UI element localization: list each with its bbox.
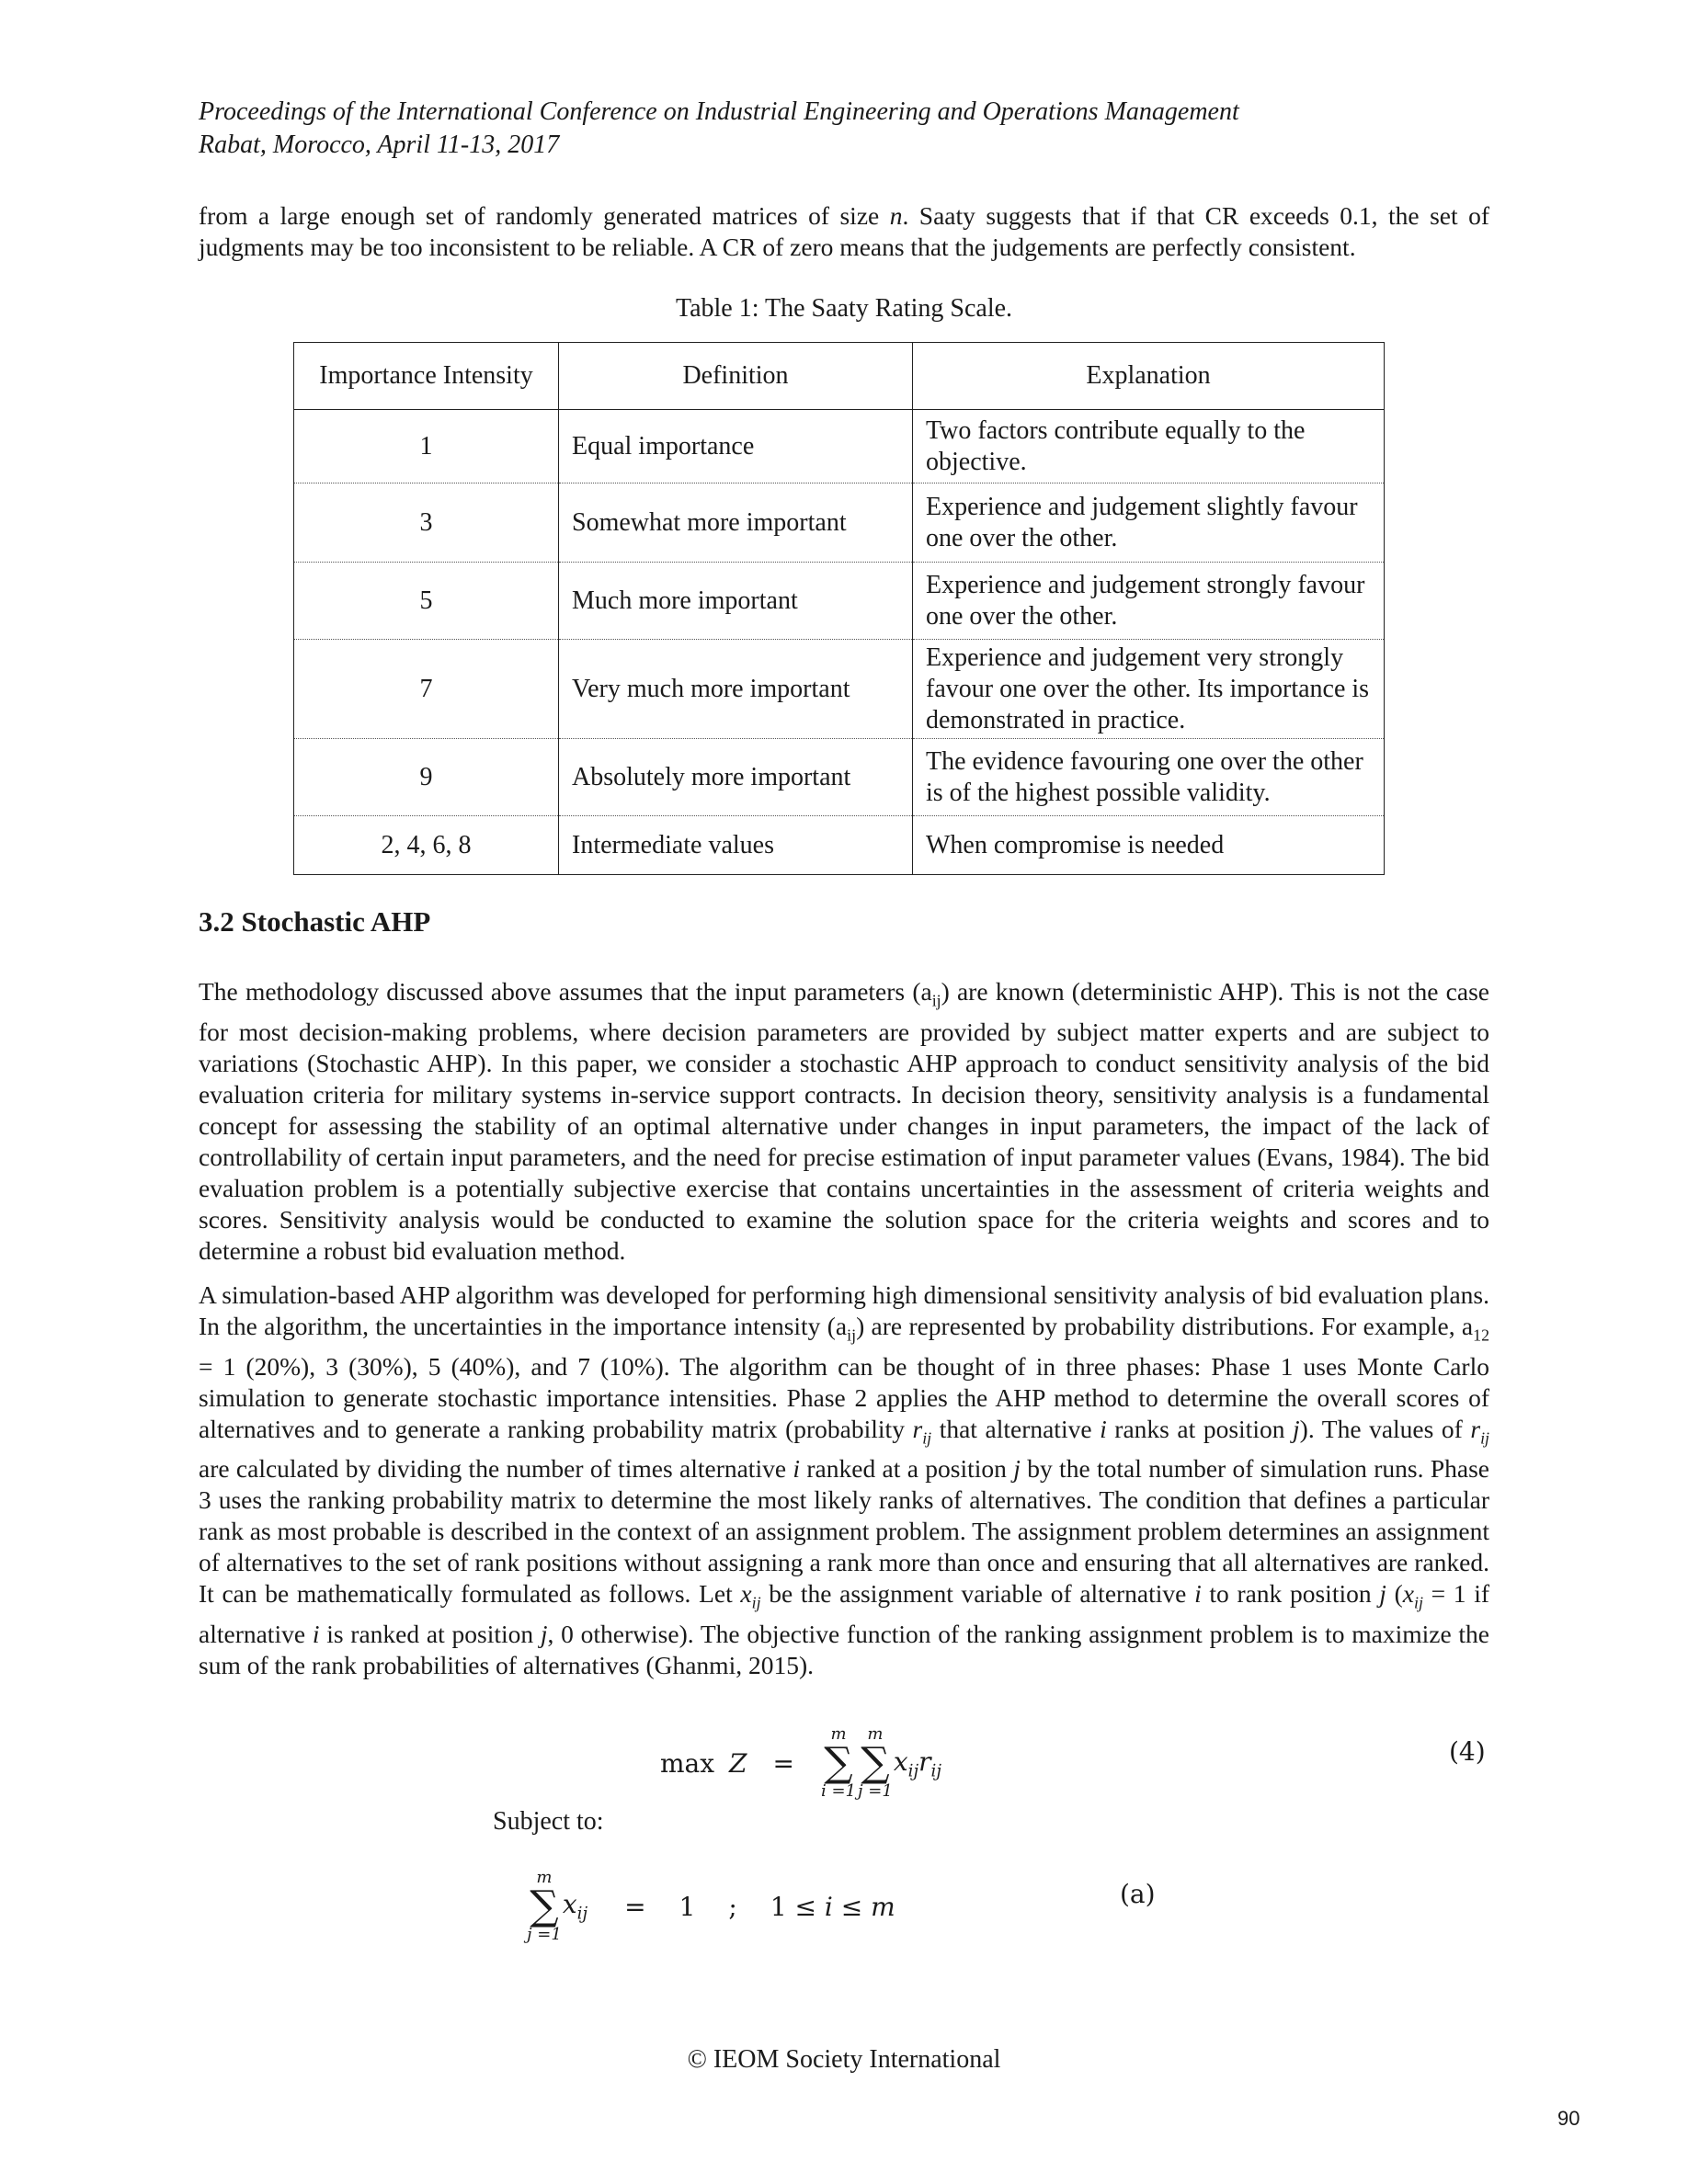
sum-j: m ∑ j =1 [858,1724,893,1801]
eq-x: $x_{ij}$ [893,1746,919,1781]
col-header-definition: Definition [559,343,913,410]
cell-intensity: 3 [294,483,559,563]
cell-intensity: 7 [294,640,559,739]
table-header-row [294,343,1385,410]
sum-i: m ∑ i =1 [820,1724,856,1801]
constraint-a [526,1860,895,1952]
cell-explanation: When compromise is needed [913,816,1385,875]
constraint-equals: = [624,1891,646,1922]
objective-equation [660,1717,941,1809]
eq-max: max [660,1747,715,1779]
table-row [294,816,1385,875]
eq-r: $r_{ij}$ [918,1746,941,1781]
equation-number: (4) [1449,1736,1486,1767]
header-line-2: Rabat, Morocco, April 11-13, 2017 [199,131,560,159]
col-header-intensity: Importance Intensity [294,343,559,410]
constraint-one: 1 [679,1891,696,1922]
saaty-rating-table [293,342,1385,875]
stochastic-ahp-paragraph-1: The methodology discussed above assumes that the input parameters $(a_{ij})$ are known (deterministic AHP). This is not the case for most decision-making problems, where decision parameters are provided by subject matter experts and are subject to variations (Stochastic AHP). In this paper, we consider a stochastic AHP approach to conduct sensitivity analysis of the bid evaluation criteria for military systems in-service support contracts. In decision theory, sensitivity analysis is a fundamental concept for assessing the stability of an optimal alternative under changes in input parameters, the impact of the lack of controllability of certain input parameters, and the need for precise estimation of input parameter values (Evans, 1984). The bid evaluation problem is a potentially subjective exercise that contains uncertainties in the assessment of criteria weights and scores. Sensitivity analysis would be conducted to examine the solution space for the criteria weights and scores and to determine a robust bid evaluation method. [199,977,1489,1265]
constraint-label: (a) [1120,1879,1156,1909]
stochastic-ahp-paragraph-2: A simulation-based AHP algorithm was developed for performing high dimensional sensitivity analysis of bid evaluation plans. In the algorithm, the uncertainties in the importance intensity $(a_{ij})$ are represented by probability distributions. For example, $a_{12} = 1$ (20%), 3 (30%), 5 (40%), and 7 (10%). The algorithm can be thought of in three phases: Phase 1 uses Monte Carlo simulation to generate stochastic importance intensities. Phase 2 applies the AHP method to determine the overall scores of alternatives and to generate a ranking probability matrix (probability $r_{ij}$ that alternative i ranks at position j). The values of $r_{ij}$ are calculated by dividing the number of times alternative i ranked at a position j by the total number of simulation runs. Phase 3 uses the ranking probability matrix to determine the most likely ranks of alternatives. The condition that defines a particular rank as most probable is described in the context of an assignment problem. The assignment problem determines an assignment of alternatives to the set of rank positions without assigning a rank more than once and ensuring that all alternatives are ranked. It can be mathematically formulated as follows. Let $x_{ij}$ be the assignment variable of alternative i to rank position j ($x_{ij} = 1$ if alternative i is ranked at position j, 0 otherwise). The objective function of the ranking assignment problem is to maximize the sum of the rank probabilities of alternatives (Ghanmi, 2015). [199,1280,1490,1679]
sum-j-constraint: m ∑ j =1 [527,1868,562,1944]
cell-explanation: Two factors contribute equally to the objective. [913,410,1385,483]
cell-explanation: Experience and judgement slightly favour one over the other. [913,483,1385,563]
cell-intensity: 1 [294,410,559,483]
subject-to-label: Subject to: [493,1807,604,1836]
cell-explanation: Experience and judgement very strongly favour one over the other. Its importance is demonstrated in practice. [913,640,1385,739]
table-row [294,483,1385,563]
section-heading: 3.2 Stochastic AHP [199,905,431,938]
eq-z: Z [729,1747,747,1779]
eq-equals: = [772,1747,794,1779]
table-row [294,640,1385,739]
cell-definition: Absolutely more important [559,739,913,816]
cell-intensity: 2, 4, 6, 8 [294,816,559,875]
running-header [199,96,1239,162]
page-number: 90 [1557,2107,1580,2130]
table-row [294,739,1385,816]
table-caption: Table 1: The Saaty Rating Scale. [675,294,1013,323]
cell-definition: Much more important [559,563,913,640]
constraint-range: 1 ≤ i ≤ m [770,1891,895,1922]
constraint-semicolon: ; [728,1891,737,1922]
cell-explanation: The evidence favouring one over the other is of the highest possible validity. [913,739,1385,816]
cell-explanation: Experience and judgement strongly favour one over the other. [913,563,1385,640]
cell-definition: Somewhat more important [559,483,913,563]
table-row [294,410,1385,483]
intro-paragraph: from a large enough set of randomly generated matrices of size n. Saaty suggests that if that CR exceeds 0.1, the set of judgments may be too inconsistent to be reliable. A CR of zero means that the judgements are perfectly consistent. [199,201,1489,261]
cell-definition: Intermediate values [559,816,913,875]
col-header-explanation: Explanation [913,343,1385,410]
cell-intensity: 5 [294,563,559,640]
header-line-1: Proceedings of the International Conference on Industrial Engineering and Operations Management [199,97,1239,126]
copyright-footer: © IEOM Society International [687,2045,1001,2074]
constraint-x: $x_{ij}$ [562,1889,588,1924]
cell-definition: Equal importance [559,410,913,483]
table-row [294,563,1385,640]
cell-intensity: 9 [294,739,559,816]
cell-definition: Very much more important [559,640,913,739]
